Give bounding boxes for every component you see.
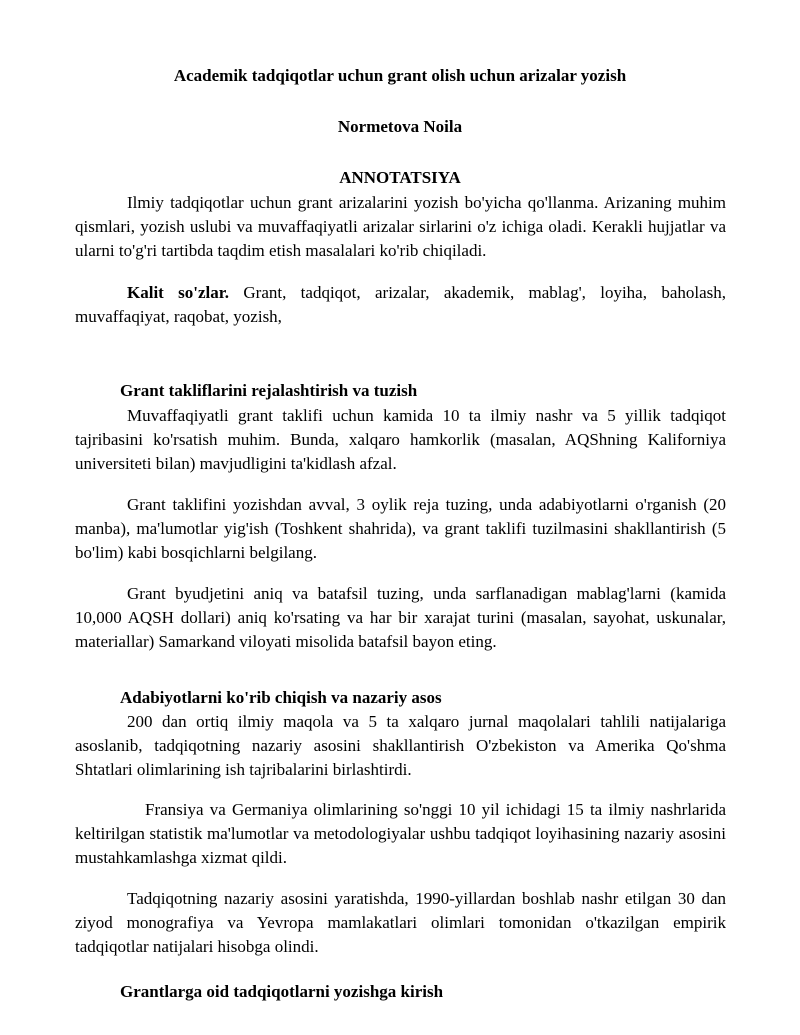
section-heading: Adabiyotlarni ko'rib chiqish va nazariy asos (120, 688, 442, 707)
keywords-paragraph (75, 281, 726, 329)
section-paragraph: Grant byudjetini aniq va batafsil tuzing, unda sarflanadigan mablag'larni (kamida 10,000 AQSH dollari) aniq ko'rsating va har bir xarajat turini (masalan, sayohat, uskunalar, materiallar) Samarkand viloyati misolida batafsil bayon eting. (75, 584, 726, 651)
section-heading: Grantlarga oid tadqiqotlarni yozishga kirish (120, 982, 444, 1001)
annotation-text: Ilmiy tadqiqotlar uchun grant arizalarini yozish bo'yicha qo'llanma. Arizaning muhim qismlari, yozish uslubi va muvaffaqiyatli arizalar sirlarini o'z ichiga oladi. Kerakli hujjatlar va ularni to'g'ri tartibda taqdim etish masalalari ko'rib chiqiladi. (75, 193, 726, 260)
section-paragraph: Fransiya va Germaniya olimlarining so'nggi 10 yil ichidagi 15 ta ilmiy nashrlarida keltirilgan statistik ma'lumotlar va metodologiyalar ushbu tadqiqot loyihasining nazariy asosini mustahkamlashga xizmat qildi. (75, 800, 726, 867)
annotation-heading: ANNOTATSIYA (339, 168, 461, 187)
section-paragraph: 200 dan ortiq ilmiy maqola va 5 ta xalqaro jurnal maqolalari tahlili natijalariga asoslanib, tadqiqotning nazariy asosini shakllantirish O'zbekiston va Amerika Qo'shma Shtatlari olimlarining ish tajribalarini birlashtirdi. (75, 712, 726, 779)
keywords-label: Kalit so'zlar. (127, 283, 230, 302)
document-title: Academik tadqiqotlar uchun grant olish uchun arizalar yozish (173, 66, 627, 85)
section-paragraph: Grant taklifini yozishdan avval, 3 oylik reja tuzing, unda adabiyotlarni o'rganish (20 manba), ma'lumotlar yig'ish (Toshkent shahrida), va grant taklifi tuzilmasini shakllantirish (5 bo'lim) kabi bosqichlarni belgilang. (75, 495, 726, 562)
keywords-text: Grant, tadqiqot, arizalar, akademik, mablag', loyiha, baholash, muvaffaqiyat, raqobat, yozish, (75, 283, 726, 326)
section-paragraph: Muvaffaqiyatli grant taklifi uchun kamida 10 ta ilmiy nashr va 5 yillik tadqiqot tajribasini ko'rsatish muhim. Bunda, xalqaro hamkorlik (masalan, AQShning Kaliforniya universiteti bilan) mavjudligini ta'kidlash afzal. (75, 406, 726, 473)
author-name: Normetova Noila (337, 117, 463, 136)
section-heading: Grant takliflarini rejalashtirish va tuzish (120, 381, 418, 400)
section-paragraph: Tadqiqotning nazariy asosini yaratishda, 1990-yillardan boshlab nashr etilgan 30 dan ziyod monografiya va Yevropa mamlakatlari olimlari tomonidan o'tkazilgan empirik tadqiqotlar natijalari hisobga olindi. (75, 889, 726, 956)
